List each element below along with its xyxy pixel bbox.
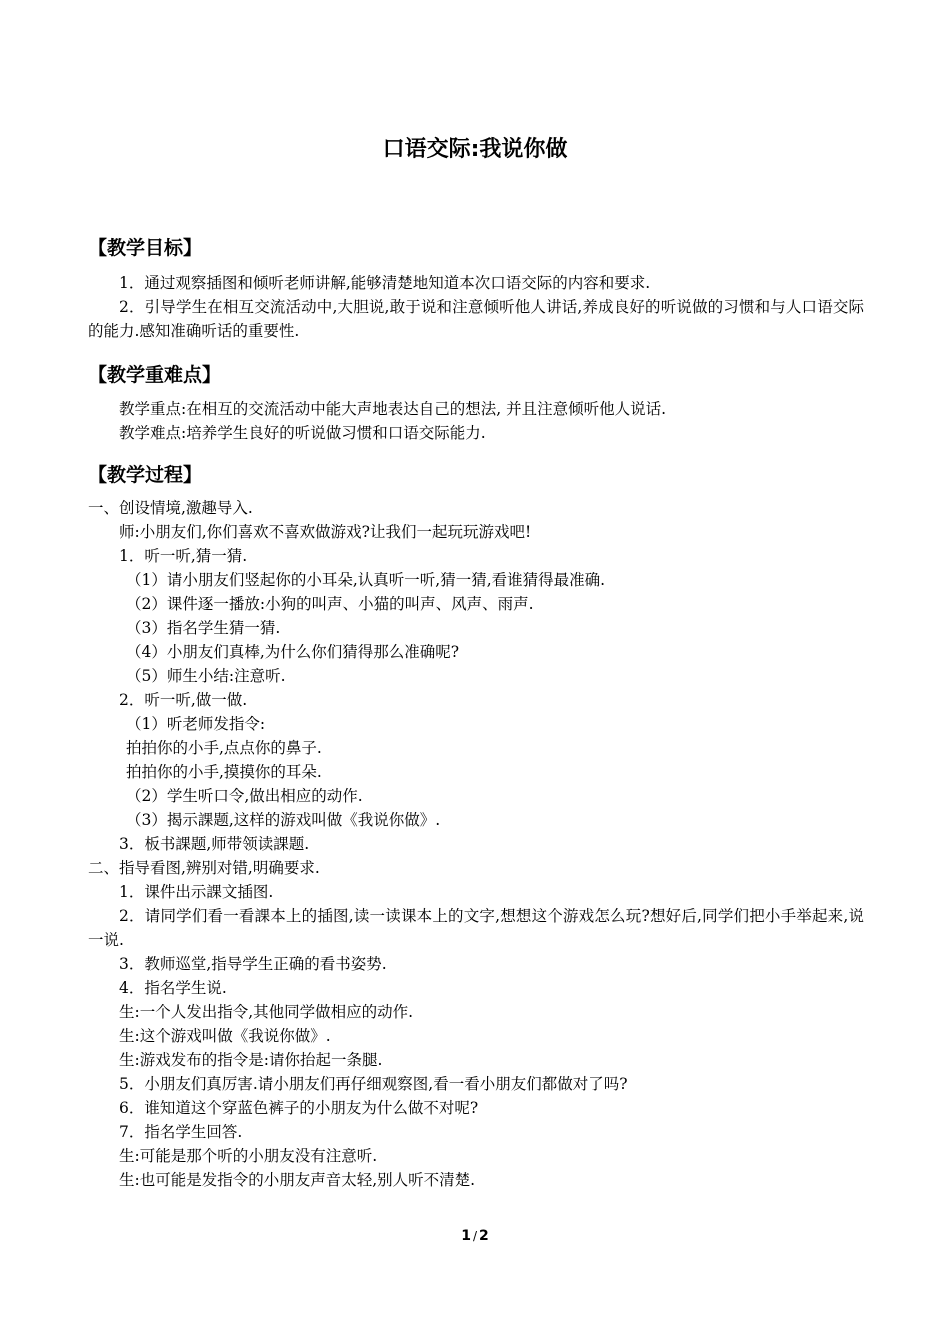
process-line: （5）师生小结:注意听. — [126, 667, 286, 685]
process-line: 1．听一听,猜一猜. — [119, 547, 248, 565]
document-title: 口语交际:我说你做 — [382, 137, 568, 162]
process-line: 2．请同学们看一看課本上的插图,读一读课本上的文字,想想这个游戏怎么玩?想好后,同学们把小手举起来,说一说. — [88, 907, 864, 949]
process-line: 拍拍你的小手,点点你的鼻子. — [126, 739, 322, 757]
keypoint-difficulty: 教学难点:培养学生良好的听说做习惯和口语交际能力. — [119, 424, 486, 442]
section-process-body — [88, 496, 864, 1192]
process-line: （2）学生听口令,做出相应的动作. — [126, 787, 363, 805]
process-line: （1）请小朋友们竖起你的小耳朵,认真听一听,猜一猜,看谁猜得最准确. — [126, 571, 606, 589]
process-line: 生:一个人发出指令,其他同学做相应的动作. — [119, 1003, 414, 1021]
process-line: 3．教师巡堂,指导学生正确的看书姿势. — [119, 955, 387, 973]
section-heading-goals: 【教学目标】 — [88, 237, 203, 259]
process-line: （4）小朋友们真棒,为什么你们猜得那么准确呢? — [126, 643, 460, 661]
process-line: 3．板书課题,师带领读課题. — [119, 835, 310, 853]
process-line: （3）揭示課题,这样的游戏叫做《我说你做》. — [126, 811, 441, 829]
section-heading-keypoints: 【教学重难点】 — [88, 364, 222, 386]
section-goals-body — [88, 271, 864, 343]
process-line: 一、创设情境,激趣导入. — [88, 499, 253, 517]
process-line: 拍拍你的小手,摸摸你的耳朵. — [126, 763, 322, 781]
page-separator: / — [472, 1229, 478, 1243]
process-line: （1）听老师发指令: — [126, 715, 266, 733]
current-page: 1 — [461, 1228, 471, 1244]
process-line: 1．课件出示課文插图. — [119, 883, 274, 901]
total-pages: 2 — [479, 1228, 489, 1244]
process-line: 4．指名学生说. — [119, 979, 227, 997]
goal-item-1: 1．通过观察插图和倾听老师讲解,能够清楚地知道本次口语交际的内容和要求. — [119, 274, 651, 292]
process-line: 生:可能是那个听的小朋友没有注意听. — [119, 1147, 378, 1165]
goal-item-2: 2．引导学生在相互交流活动中,大胆说,敢于说和注意倾听他人讲话,养成良好的听说做的习惯和与人口语交际的能力.感知准确听话的重要性. — [88, 298, 864, 340]
process-line: 师:小朋友们,你们喜欢不喜欢做游戏?让我们一起玩玩游戏吧! — [119, 523, 532, 541]
process-line: 6．谁知道这个穿蓝色裤子的小朋友为什么做不对呢? — [119, 1099, 479, 1117]
section-heading-process: 【教学过程】 — [88, 464, 203, 486]
process-line: 7．指名学生回答. — [119, 1123, 243, 1141]
process-line: 生:这个游戏叫做《我说你做》. — [119, 1027, 331, 1045]
process-line: 生:也可能是发指令的小朋友声音太轻,别人听不清楚. — [119, 1171, 476, 1189]
process-line: （2）课件逐一播放:小狗的叫声、小猫的叫声、风声、雨声. — [126, 595, 534, 613]
process-line: 生:游戏发布的指令是:请你抬起一条腿. — [119, 1051, 383, 1069]
process-line: 5．小朋友们真厉害.请小朋友们再仔细观察图,看一看小朋友们都做对了吗? — [119, 1075, 628, 1093]
process-line: （3）指名学生猜一猜. — [126, 619, 281, 637]
process-line: 2．听一听,做一做. — [119, 691, 248, 709]
process-line: 二、指导看图,辨别对错,明确要求. — [88, 859, 320, 877]
keypoint-focus: 教学重点:在相互的交流活动中能大声地表达自己的想法, 并且注意倾听他人说话. — [119, 400, 667, 418]
section-keypoints-body — [88, 397, 864, 445]
page-number — [0, 1228, 950, 1244]
